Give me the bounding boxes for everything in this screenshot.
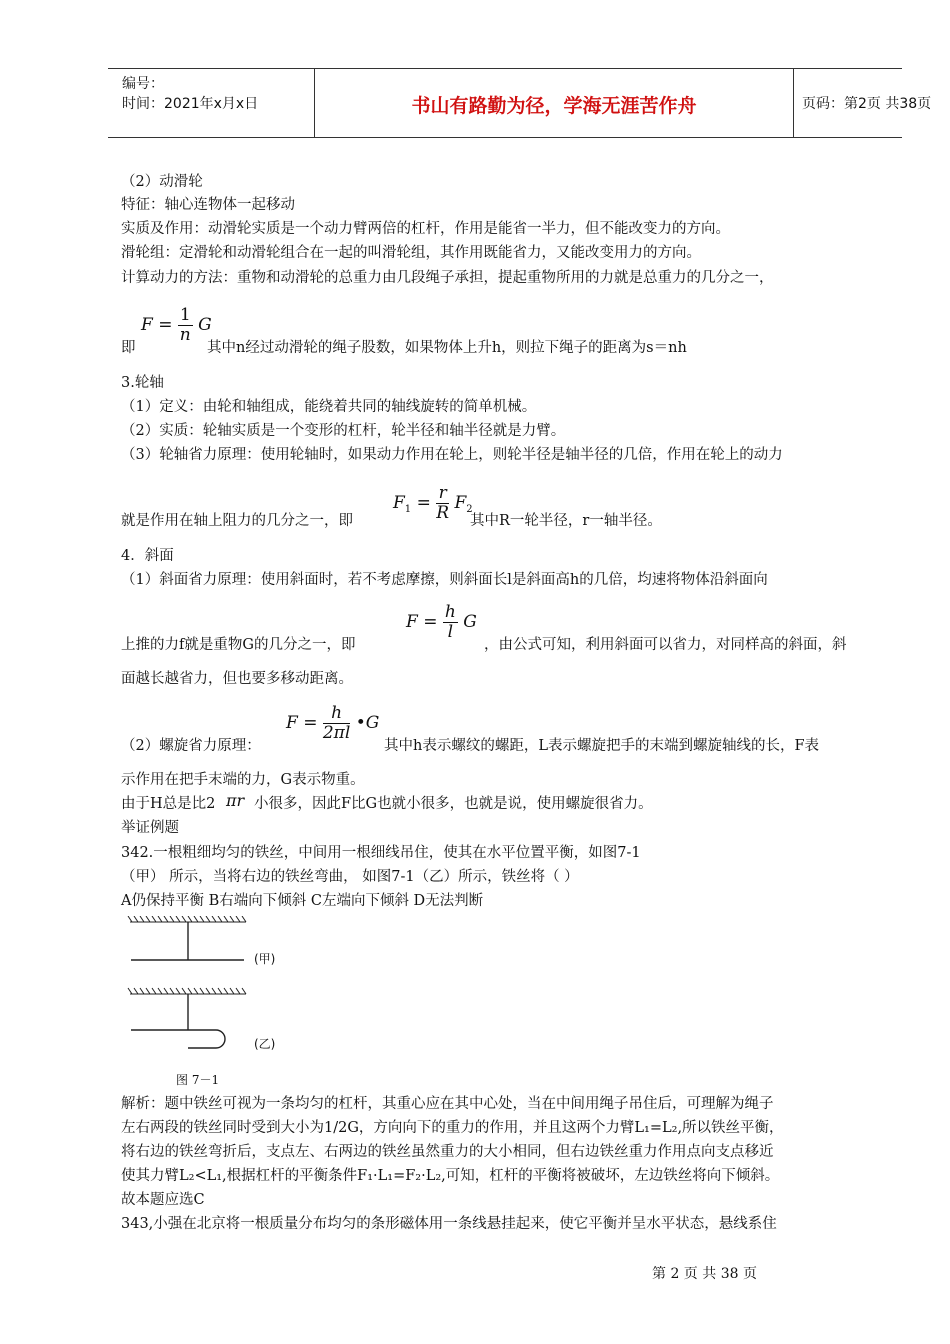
text-line: 示作用在把手末端的力，G表示物重。 [121, 772, 365, 788]
analysis-line: 解析：题中铁丝可视为一条均匀的杠杆，其重心应在其中心处，当在中间用绳子吊住后，可理解为绳子 [121, 1096, 774, 1112]
formula-incline [406, 603, 477, 642]
figure-label-a: (甲) [254, 952, 276, 966]
fraction [443, 603, 458, 642]
text-line: 计算动力的方法：重物和动滑轮的总重力由几段绳子承担，提起重物所用的力就是总重力的几分之一， [121, 270, 774, 286]
page-footer: 第 2 页 共 38 页 [652, 1266, 757, 1282]
formula-text: F = [141, 315, 173, 335]
text-line: （2）螺旋省力原理： [121, 738, 261, 754]
formula-pulley [141, 306, 212, 345]
fraction-numerator: h [323, 704, 350, 724]
text-line: 即 [121, 340, 136, 356]
figure-label-b: (乙) [254, 1037, 276, 1051]
text-line: 其中h表示螺纹的螺距，L表示螺旋把手的末端到螺旋轴线的长，F表 [384, 738, 820, 754]
question-line: （甲） 所示，当将右边的铁丝弯曲， 如图7-1（乙）所示，铁丝将（ ） [121, 869, 579, 885]
section-heading: 举证例题 [121, 820, 179, 836]
formula-wheel-axle [393, 484, 473, 523]
fraction [436, 484, 449, 523]
fraction-numerator: 1 [179, 305, 191, 325]
header-motto-cell [314, 69, 794, 137]
text-line: 其中R一轮半径，r一轴半径。 [470, 513, 662, 529]
ceiling-hatch-b [128, 988, 246, 994]
formula-text: F [393, 493, 405, 513]
text-line: ，由公式可知，利用斜面可以省力，对同样高的斜面，斜 [484, 637, 847, 653]
text-line: （2）动滑轮 [121, 174, 203, 190]
fraction-numerator: h [444, 602, 456, 622]
fraction-denominator: R [436, 503, 450, 523]
fraction [323, 704, 350, 743]
page-header [108, 68, 932, 138]
formula-text: G [463, 612, 477, 632]
analysis-line: 将右边的铁丝弯折后，支点左、右两边的铁丝虽然重力的大小相同，但右边铁丝重力作用点向支点移近 [121, 1144, 774, 1160]
formula-text: F [454, 493, 467, 513]
fraction-numerator: r [436, 484, 449, 504]
question-line: 343,小强在北京将一根质量分布均匀的条形磁体用一条线悬挂起来，使它平衡并呈水平状态，悬线系住 [121, 1216, 777, 1232]
text-line: （1）定义：由轮和轴组成，能绕着共同的轴线旋转的简单机械。 [121, 399, 537, 415]
section-heading: 4．斜面 [121, 548, 174, 564]
formula-text: G [198, 315, 212, 335]
time-label: 时间：2021年x月x日 [122, 96, 259, 112]
question-line: 342.一根粗细均匀的铁丝，中间用一根细线吊住，使其在水平位置平衡，如图7-1 [121, 845, 641, 861]
figure-caption: 图 7－1 [176, 1073, 220, 1087]
formula-text: = [416, 493, 431, 513]
answer-line: 故本题应选C [121, 1192, 205, 1208]
text-line: 滑轮组：定滑轮和动滑轮组合在一起的叫滑轮组，其作用既能省力，又能改变用力的方向。 [121, 245, 701, 261]
page-label: 页码：第2页 共38页 [802, 96, 932, 112]
fraction-denominator: n [179, 325, 191, 345]
formula-text: F = [286, 713, 318, 733]
text-line: 就是作用在轴上阻力的几分之一，即 [121, 513, 353, 529]
text-line: （3）轮轴省力原理：使用轮轴时，如果动力作用在轮上，则轮半径是轴半径的几倍，作用在轮上的动力 [121, 447, 783, 463]
ceiling-hatch-a [128, 916, 246, 922]
section-heading: 3.轮轴 [121, 375, 164, 391]
fraction-denominator: l [447, 622, 454, 642]
header-page-cell [792, 69, 932, 137]
formula-screw [286, 704, 379, 743]
fraction-denominator: 2πl [322, 723, 351, 743]
analysis-line: 左右两段的铁丝同时受到大小为1/2G，方向向下的重力的作用，并且这两个力臂L₁=L₂,所以铁丝平衡， [121, 1120, 784, 1136]
answer-options: A仍保持平衡 B右端向下倾斜 C左端向下倾斜 D无法判断 [121, 893, 484, 909]
text-line: 小很多，因此F比G也就小很多，也就是说，使用螺旋很省力。 [254, 796, 653, 812]
text-line: 其中n经过动滑轮的绳子股数，如果物体上升h，则拉下绳子的距离为s＝nh [207, 340, 687, 356]
fraction [178, 306, 193, 345]
number-label: 编号： [122, 76, 164, 92]
formula-text: •G [355, 713, 380, 733]
figure-7-1 [126, 916, 286, 1086]
analysis-line: 使其力臂L₂<L₁,根据杠杆的平衡条件F₁·L₁=F₂·L₂,可知，杠杆的平衡将被破坏，左边铁丝将向下倾斜。 [121, 1168, 780, 1184]
subscript: 1 [404, 504, 412, 515]
motto: 书山有路勤为径，学海无涯苦作舟 [411, 95, 697, 117]
subscript: 2 [466, 504, 473, 515]
text-line: 实质及作用：动滑轮实质是一个动力臂两倍的杠杆，作用是能省一半力，但不能改变力的方向。 [121, 221, 730, 237]
text-line: （2）实质：轮轴实质是一个变形的杠杆，轮半径和轴半径就是力臂。 [121, 423, 566, 439]
text-line: 面越长越省力，但也要多移动距离。 [121, 671, 353, 687]
text-line: 由于H总是比2 [121, 796, 216, 812]
formula-text: F = [406, 612, 438, 632]
text-line: 特征：轴心连物体一起移动 [121, 197, 295, 213]
bent-wire-b [131, 1030, 225, 1048]
formula-pi-r: πr [226, 791, 245, 810]
header-meta-cell [108, 69, 314, 137]
text-line: 上推的力f就是重物G的几分之一，即 [121, 637, 356, 653]
text-line: （1）斜面省力原理：使用斜面时，若不考虑摩擦，则斜面长l是斜面高h的几倍，均速将物体沿斜面向 [121, 572, 768, 588]
